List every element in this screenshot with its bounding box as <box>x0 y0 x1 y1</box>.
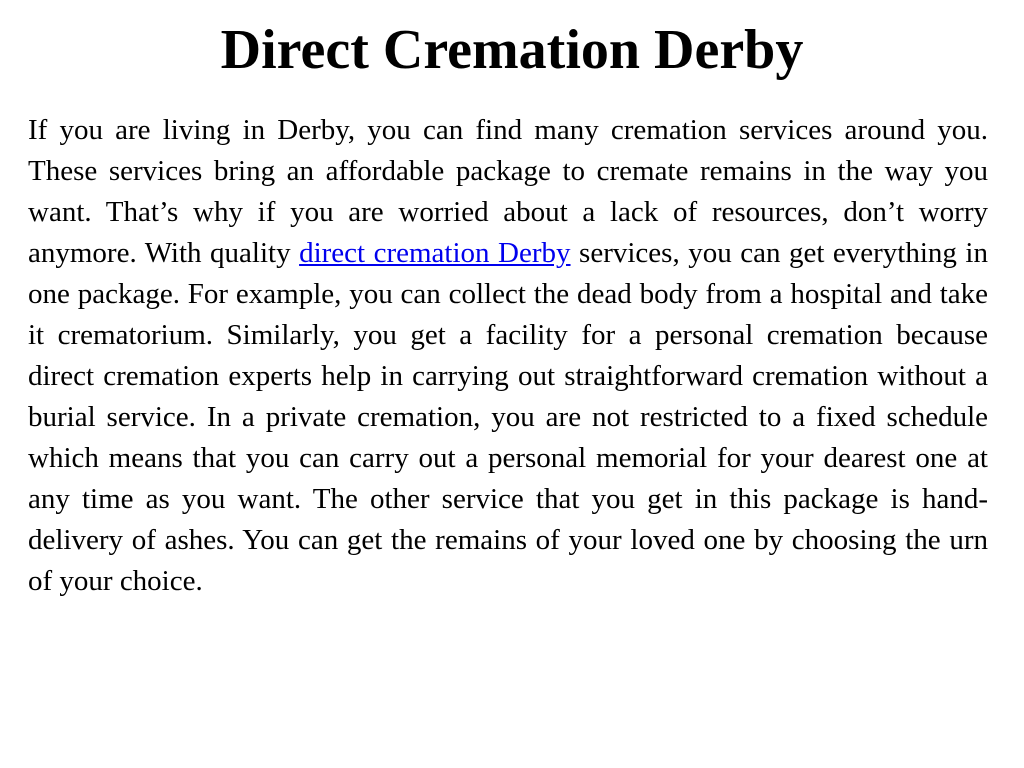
slide-title: Direct Cremation Derby <box>220 19 804 81</box>
body-paragraph <box>28 110 988 602</box>
direct-cremation-derby-link[interactable]: direct cremation Derby <box>299 237 571 269</box>
paragraph-text-before-link: If you are living in Derby, you can find many cremation services around you. These services bring an affordable package to cremate remains in the way you want. That’s why if you are worried about a lack of resources, don’t worry anymore. With quality <box>28 114 988 269</box>
paragraph-text-after-link: services, you can get everything in one package. For example, you can collect the dead body from a hospital and take it crematorium. Similarly, you get a facility for a personal cremation because direct cremation experts help in carrying out straightforward cremation without a burial service. In a private cremation, you are not restricted to a fixed schedule which means that you can carry out a personal memorial for your dearest one at any time as you want. The other service that you get in this package is hand-delivery of ashes. You can get the remains of your loved one by choosing the urn of your choice. <box>28 237 988 597</box>
